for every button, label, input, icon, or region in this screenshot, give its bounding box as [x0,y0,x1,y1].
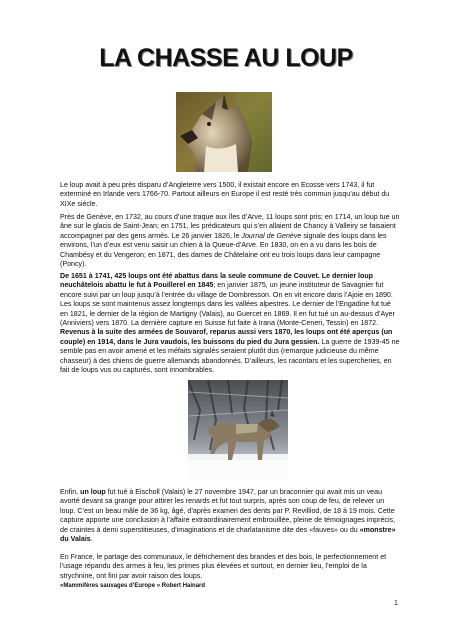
paragraph-geneve [60,213,400,269]
text-run: fut tué à Eischoll (Valais) le 27 novembre 1947, par un braconnier qui avait mis un veau avorté devant sa grange pour attirer les renards et fut tout surpris, après son coup de feu, de relever un loup. C’est un beau mâle de 36 kg, âgé, d’après examen des dents par P. Revilliod, de 18 à 19 mois. Cette capture apporte une conclusion à l’affaire extraordinairement embrouillée, pleine de témoignages imprécis, de craintes à demi superstitieuses, d’imaginations et de charlatanisme dite des «fauves» ou du [60,488,396,534]
paragraph-eischoll [60,488,400,544]
emphasis-text: De 1651 à 1741, 425 loups ont été abattus dans la seule commune de Couvet. Le dernier loup neuchâtelois abattu le fut à Pouillerel en 1845 [60,272,374,290]
emphasis-text: un loup [80,488,106,496]
text-run: signale des loups dans les environs, l’un d’eux est venu saisir un chien à la Queue-d’Arve. En 1830, on en a vu dans les bois de Chambésy et du Vengeron; en 1871, des dames de Châtelaine ont eu trois loups dans leur campagne (Poncy). [60,231,387,269]
text-run: Enfin, [60,488,81,496]
emphasis-text: Revenus à la suite des armées de Souvarof, reparus aussi vers 1870, les loups ont été aperçus (un couple) en 1914, dans le Jura vaudois, les buissons du pied du Jura gessien. [60,328,393,346]
page-number: 1 [394,600,398,607]
wolf-in-snow-photo [188,380,288,480]
emphasis-text: «monstre» du Valais [60,525,396,544]
wolf-portrait-photo [176,92,272,172]
text-run: . [90,535,93,544]
text-run: Près de Genève, en 1732, au cours d’une traque aux îles d’Arve, 11 loups sont pris; en 1714, un loup tue un âne sur le glacis de Saint-Jean; en 1751, les prédicateurs qui s’en allaient de Chancy à Valleiry se faisaient accompagner par des gens armés. Le 26 janvier 1826, le [60,213,400,240]
text-run: ; en janvier 1875, un jeune instituteur de Savagnier fut encore suivi par un loup jusqu’à l’entrée du village de Dombresson. On en vit encore dans l’Ajoie en 1890. Les loups se sont maintenus assez longtemps dans les vallées alpestres. Le dernier de l’Engadine fut tué en 1821, le dernier de la région de Martigny (Valais), au Guercet en 1869. Il en fut tué un au-dessus d’Ayer (Anniviers) vers 1870. La dernière capture en Suisse fut faite à Irana (Monte-Ceneri, Tessin) en 1872. [60,281,395,328]
paragraph-intro: Le loup avait à peu près disparu d’Angleterre vers 1500, il existait encore en Ecosse vers 1743, il fut exterminé en Irlande vers 1766-70. Partout ailleurs en Europe il est resté très commun jusqu’au début du XIXe siècle. [60,181,390,208]
text-run: La guerre de 1939-45 ne semble pas en avoir amené et les méfaits signalés seraient plutôt dus (remarque judicieuse du même chasseur) à des chiens de guerre allemands abandonnés. D’ailleurs, les racontars et les supercheries, en fait de loups vus ou capturés, sont innombrables. [60,337,400,375]
paragraph-france: En France, le partage des communaux, le défrichement des brandes et des bois, le perfectionnement et l’usage répandu des armes à feu, les primes plus élevées et surtout, en dernier lieu, l’emploi de la strychnine, ont fini par avoir raison des loups. [60,553,387,580]
page-title: LA CHASSE AU LOUP [99,44,353,72]
source-citation: «Mammifères sauvages d’Europe » Robert Hainard [60,583,206,589]
paragraph-suisse [60,272,400,375]
journal-de-geneve-title: Journal de Genève [241,231,302,240]
